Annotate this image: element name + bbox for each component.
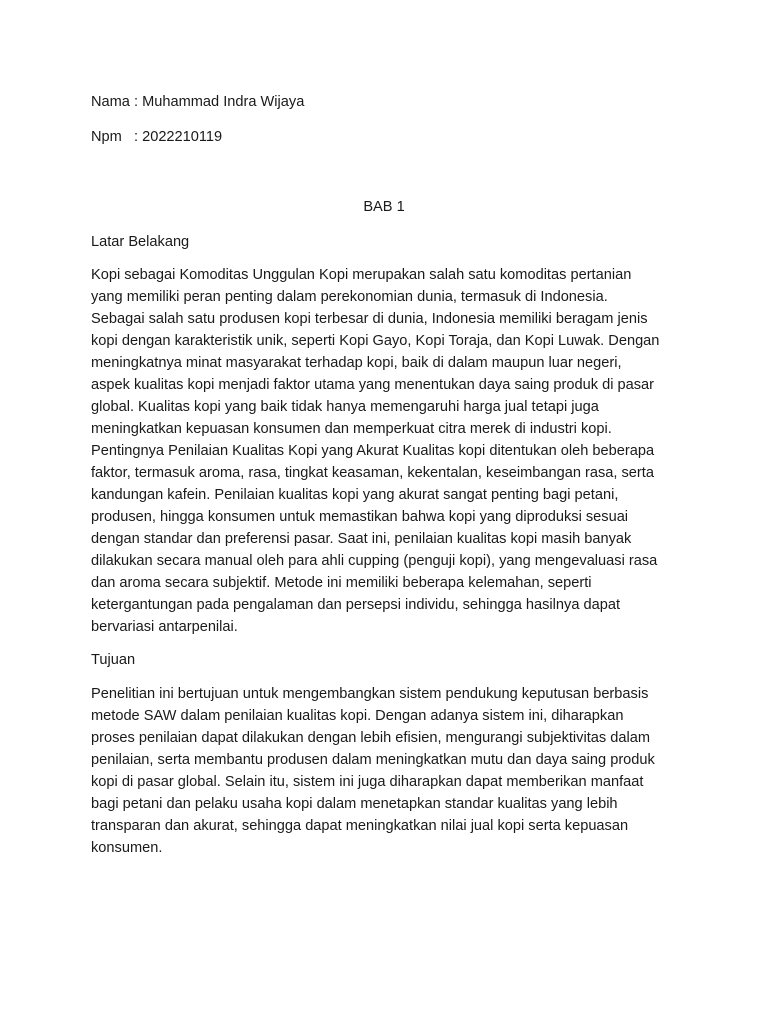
paragraph-line: Penelitian ini bertujuan untuk mengembangkan sistem pendukung keputusan berbasis (91, 686, 649, 702)
paragraph-line: metode SAW dalam penilaian kualitas kopi. Dengan adanya sistem ini, diharapkan (91, 708, 624, 724)
paragraph-line: kandungan kafein. Penilaian kualitas kopi yang akurat sangat penting bagi petani, (91, 487, 619, 503)
paragraph-line: Kopi sebagai Komoditas Unggulan Kopi merupakan salah satu komoditas pertanian (91, 267, 632, 283)
paragraph-line: bervariasi antarpenilai. (91, 619, 238, 635)
paragraph-line: kopi dengan karakteristik unik, seperti Kopi Gayo, Kopi Toraja, dan Kopi Luwak. Dengan (91, 333, 660, 349)
paragraph-line: Sebagai salah satu produsen kopi terbesar di dunia, Indonesia memiliki beragam jenis (91, 311, 648, 327)
goal-paragraph (91, 683, 681, 859)
paragraph-line: konsumen. (91, 840, 163, 856)
paragraph-line: aspek kualitas kopi menjadi faktor utama yang menentukan daya saing produk di pasar (91, 377, 655, 393)
paragraph-line: proses penilaian dapat dilakukan dengan lebih efisien, mengurangi subjektivitas dalam (91, 730, 650, 746)
paragraph-line: faktor, termasuk aroma, rasa, tingkat keasaman, kekentalan, keseimbangan rasa, serta (91, 465, 654, 481)
paragraph-line: produsen, hingga konsumen untuk memastikan bahwa kopi yang diproduksi sesuai (91, 509, 629, 525)
paragraph-line: kopi di pasar global. Selain itu, sistem ini juga diharapkan dapat memberikan manfaat (91, 774, 644, 790)
paragraph-line: dan aroma secara subjektif. Metode ini memiliki beberapa kelemahan, seperti (91, 575, 592, 591)
background-heading: Latar Belakang (91, 234, 190, 250)
paragraph-line: bagi petani dan pelaku usaha kopi dalam menetapkan standar kualitas yang lebih (91, 796, 618, 812)
paragraph-line: global. Kualitas kopi yang baik tidak hanya memengaruhi harga jual tetapi juga (91, 399, 599, 415)
paragraph-line: ketergantungan pada pengalaman dan persepsi individu, sehingga hasilnya dapat (91, 597, 621, 613)
paragraph-line: dengan standar dan preferensi pasar. Saat ini, penilaian kualitas kopi masih banyak (91, 531, 632, 547)
paragraph-line: Pentingnya Penilaian Kualitas Kopi yang Akurat Kualitas kopi ditentukan oleh beberapa (91, 443, 655, 459)
paragraph-line: transparan dan akurat, sehingga dapat meningkatkan nilai jual kopi serta kepuasan (91, 818, 629, 834)
paragraph-line: penilaian, serta membantu produsen dalam meningkatkan mutu dan daya saing produk (91, 752, 655, 768)
student-name-line: Nama : Muhammad Indra Wijaya (91, 94, 305, 110)
paragraph-line: meningkatnya minat masyarakat terhadap kopi, baik di dalam maupun luar negeri, (91, 355, 622, 371)
paragraph-line: meningkatkan kepuasan konsumen dan memperkuat citra merek di industri kopi. (91, 421, 612, 437)
background-paragraph (91, 264, 681, 638)
student-npm-line: Npm : 2022210119 (91, 129, 223, 145)
paragraph-line: yang memiliki peran penting dalam perekonomian dunia, termasuk di Indonesia. (91, 289, 608, 305)
goal-heading: Tujuan (91, 652, 136, 668)
paragraph-line: dilakukan secara manual oleh para ahli cupping (penguji kopi), yang mengevaluasi rasa (91, 553, 658, 569)
chapter-title: BAB 1 (363, 199, 405, 215)
